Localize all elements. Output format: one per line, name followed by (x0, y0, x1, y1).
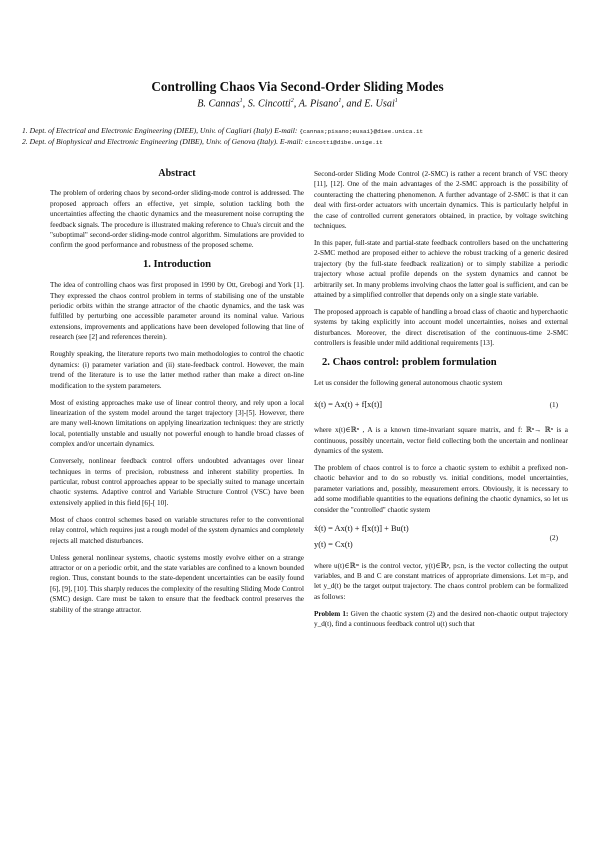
paragraph: Most of chaos control schemes based on variable structures refer to the conventional relay control, which requires just a rough model of the system dynamics and completely rejects all matched disturbances. (50, 515, 304, 545)
problem-label: Problem 1: (314, 609, 349, 618)
author-affiliation-mark: 1 (338, 98, 342, 104)
paragraph: The problem of chaos control is to force a chaotic system to exhibit a prefixed non-chaotic behavior and to do so robustly vs. initial conditions, model uncertainties, parameter variations and, possibly, measurement errors. Obviously, it is necessary to add some modifiable quantities to the equations defining the chaotic dynamics, so let us consider the "controlled" chaotic system (314, 463, 568, 514)
paragraph: The proposed approach is capable of handling a broad class of chaotic and hyperchaotic systems by taking explicitly into account model uncertainties, noises and external disturbances. Moreover, the direct discretisation of the continuous-time 2-SMC controllers is feasible under mild additional requirements [13]. (314, 308, 568, 348)
author-name: E. Usai (364, 98, 395, 110)
section-heading-introduction: 1. Introduction (142, 258, 212, 270)
equation-1 (314, 395, 568, 419)
equation-2 (314, 522, 568, 556)
author-separator: , and (341, 98, 365, 110)
left-column (50, 166, 304, 622)
paragraph: Let us consider the following general autonomous chaotic system (314, 379, 503, 388)
paragraph: The idea of controlling chaos was first proposed in 1990 by Ott, Grebogi and York [1]. They expressed the chaos control problem in terms of stabilising one of the unstable periodic orbits within the strange attractor of the chaotic dynamics, and the task was fulfilled by perturbing one accessible parameter around its nominal value. Various extensions, improvements and applications have been developed following that line of research (see [2] and references therein). (50, 281, 304, 342)
affiliation-email: {cannas;pisano;eusai}@diee.unica.it (299, 128, 424, 135)
paragraph: In this paper, full-state and partial-state feedback controllers based on the unchattering 2-SMC method are proposed either to achieve the robust tracking of a generic desired trajectory (by the full-state feedback realization) or to simply stabilize a periodic trajectory whose actual profile depends on the system dynamics and cannot be arbitrarily set. In many problems involving chaos the latter goal is sufficient, and can be attained by a simplified controller that depends only on a single state variable. (314, 239, 568, 300)
paragraph: Unless general nonlinear systems, chaotic systems mostly evolve either on a strange attractor or on a periodic orbit, and the state variables are confined to a known bounded region. Thus, constant bounds to the state-dependent uncertainties can be easily found [6], [9], [10]. This sharply reduces the complexity of the resulting Sliding Mode Control (SMC) design. Care must be taken to ensure that the feedback control preserves the stability of the strange attractor. (50, 553, 304, 614)
affiliation-text: Dept. of Electrical and Electronic Engineering (DIEE), Univ. of Cagliari (Italy) E-mail: (29, 126, 298, 135)
paragraph: Second-order Sliding Mode Control (2-SMC) is rather a recent branch of VSC theory [11], [12]. One of the main advantages of the 2-SMC approach is the possibility of counteracting the chattering phenomenon. A further advantage of 2-SMC is that it can deal with first-order actuators with uncertain dynamics. This is particularly helpful in the case of controlled current generators obtained, in practice, by voltage switching techniques. (314, 170, 568, 231)
affiliation-line (22, 126, 592, 135)
affiliation-line (22, 137, 592, 146)
paragraph: Conversely, nonlinear feedback control offers undoubted advantages over linear techniques in terms of precision, robustness and inherent stability properties. In particular, robust control approaches appear to be specially suited to manage uncertain chaotic systems. Adaptive control and Variable Structure Control (VSC) have been extensively applied in this field [6]-[ 10]. (50, 457, 304, 507)
author-affiliation-mark: 1 (394, 98, 398, 104)
author-list (0, 98, 595, 109)
author-separator: , (242, 98, 248, 110)
equation-formula-line: ẋ(t) = Ax(t) + f[x(t)] + Bu(t) (314, 523, 409, 533)
affiliation-number: 2. (22, 137, 28, 146)
author-affiliation-mark: 1 (239, 98, 243, 104)
equation-formula: ẋ(t) = Ax(t) + f[x(t)] (314, 400, 383, 410)
section-heading-problem-formulation: 2. Chaos control: problem formulation (322, 356, 497, 368)
author-name: A. Pisano (298, 98, 339, 110)
abstract-text: The problem of ordering chaos by second-order sliding-mode control is addressed. The proposed approach offers an effective, yet simple, solution tackling both the uncertainties affecting the chaotic dynamics and the measurement noise corrupting the feedback signals. The procedure is illustrated making reference to Chua's circuit and the "suboptimal" second-order sliding-mode control algorithm. Simulations are provided to confirm the good performance and robustness of the proposed scheme. (50, 189, 304, 250)
equation-formula-line: y(t) = Cx(t) (314, 539, 353, 549)
author-name: B. Cannas (197, 98, 240, 110)
affiliation-email: cincotti@dibe.unige.it (305, 139, 383, 146)
author-separator: , (293, 98, 299, 110)
equation-number: (2) (549, 533, 558, 542)
affiliation-number: 1. (22, 126, 28, 135)
affiliation-text: Dept. of Biophysical and Electronic Engineering (DIBE), Univ. of Genova (Italy). E-mail: (29, 137, 304, 146)
problem-statement (314, 609, 568, 630)
paragraph: Most of existing approaches make use of linear control theory, and rely upon a local linearization of the system model around the target trajectory [3]-[5]. However, there are many well-known limitations on applying linearization techniques: they are strictly local, potentially unstable and usually not powerful enough to handle broad classes of complex and/or uncertain dynamics. (50, 398, 304, 449)
abstract-heading: Abstract (158, 168, 196, 179)
paragraph: where x(t)∈ℝⁿ , A is a known time-invariant square matrix, and f: ℝⁿ→ ℝⁿ is a continuous, possibly uncertain, vector field collecting both the uncertain and nonlinear dynamics of the system. (314, 426, 568, 455)
paragraph: where u(t)∈ℝᵐ is the control vector, y(t)∈ℝᵖ, p≤n, is the vector collecting the output variables, and B and C are constant matrices of appropriate dimensions. Let m=p, and let y_d(t) be the target output trajectory. The chaos control problem can be formalized as follows: (314, 561, 568, 601)
problem-text: Given the chaotic system (2) and the desired non-chaotic output trajectory y_d(t), find a continuous feedback control u(t) such that (314, 609, 568, 629)
equation-number: (1) (549, 401, 558, 410)
paragraph: Roughly speaking, the literature reports two main methodologies to control the chaotic dynamics: (i) parameter variation and (ii) state-feedback control. However, the main trend of the literature is to use the latter method rather than make a direct on-line modification to the system parameters. (50, 350, 304, 390)
author-name: S. Cincotti (247, 98, 291, 110)
author-affiliation-mark: 2 (290, 98, 294, 104)
paper-title: Controlling Chaos Via Second-Order Sliding Modes (151, 79, 444, 94)
right-column (314, 169, 568, 636)
